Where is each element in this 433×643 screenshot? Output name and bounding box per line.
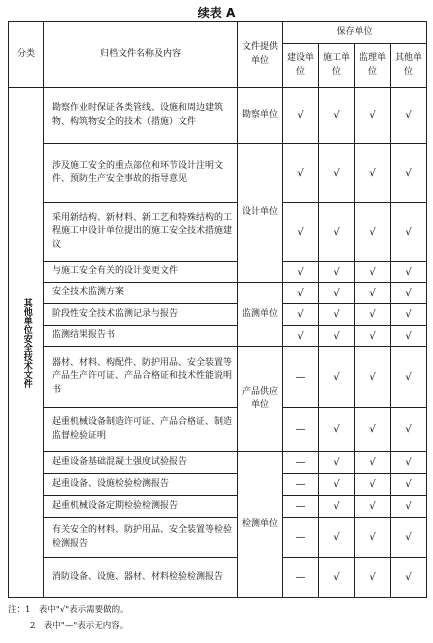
mark-cell: √ [283, 326, 319, 347]
row-name: 勘察作业时保证各类管线、设施和周边建筑物、构筑物安全的技术（措施）文件 [44, 88, 238, 144]
mark-cell: √ [319, 408, 355, 452]
header-unit-construction-owner: 建设单位 [283, 44, 319, 88]
mark-cell: √ [283, 144, 319, 203]
mark-cell: √ [391, 496, 427, 518]
row-name: 涉及施工安全的重点部位和环节设计注明文件、预防生产安全事故的指导意见 [44, 144, 238, 203]
mark-cell: √ [355, 452, 391, 474]
header-name: 归档文件名称及内容 [44, 22, 238, 88]
mark-cell: √ [319, 518, 355, 558]
mark-cell: √ [319, 452, 355, 474]
mark-cell: √ [391, 144, 427, 203]
row-name: 安全技术监测方案 [44, 283, 238, 304]
header-category: 分类 [9, 22, 44, 88]
row-name: 监测结果报告书 [44, 326, 238, 347]
mark-cell: √ [283, 262, 319, 283]
mark-cell: — [283, 496, 319, 518]
mark-cell: √ [319, 144, 355, 203]
mark-cell: √ [355, 203, 391, 262]
mark-cell: √ [391, 518, 427, 558]
row-name: 起重设备、设施检验检测报告 [44, 474, 238, 496]
table-notes [8, 602, 129, 634]
mark-cell: √ [283, 88, 319, 144]
mark-cell: √ [319, 558, 355, 598]
mark-cell: — [283, 452, 319, 474]
row-name: 阶段性安全技术监测记录与报告 [44, 304, 238, 326]
archive-table [8, 21, 427, 598]
mark-cell: √ [355, 408, 391, 452]
mark-cell: √ [391, 304, 427, 326]
mark-cell: √ [355, 326, 391, 347]
row-name: 与施工安全有关的设计变更文件 [44, 262, 238, 283]
row-provider: 监测单位 [238, 283, 283, 347]
mark-cell: √ [391, 452, 427, 474]
mark-cell: √ [319, 203, 355, 262]
mark-cell: √ [355, 558, 391, 598]
mark-cell: √ [319, 496, 355, 518]
mark-cell: √ [283, 304, 319, 326]
mark-cell: √ [391, 283, 427, 304]
category-label: 其他单位安全技术文件 [21, 297, 32, 388]
mark-cell: — [283, 347, 319, 408]
mark-cell: — [283, 408, 319, 452]
row-name: 器材、材料、构配件、防护用品、安全装置等产品生产许可证、产品合格证和技术性能说明书 [44, 347, 238, 408]
row-provider: 产品供应单位 [238, 347, 283, 452]
mark-cell: √ [391, 347, 427, 408]
mark-cell: √ [319, 262, 355, 283]
header-unit-supervisor: 监理单位 [355, 44, 391, 88]
row-name: 起重机械设备制造许可证、产品合格证、制造监督检验证明 [44, 408, 238, 452]
mark-cell: √ [391, 474, 427, 496]
mark-cell: √ [391, 203, 427, 262]
mark-cell: √ [355, 496, 391, 518]
note-1: 注：1 表中"√"表示需要做的。 [8, 605, 129, 615]
mark-cell: √ [283, 203, 319, 262]
row-provider: 勘察单位 [238, 88, 283, 144]
row-name: 采用新结构、新材料、新工艺和特殊结构的工程施工中设计单位提出的施工安全技术措施建议 [44, 203, 238, 262]
header-unit-contractor: 施工单位 [319, 44, 355, 88]
row-name: 消防设备、设施、器材、材料检验检测报告 [44, 558, 238, 598]
table-title: 续表 A [197, 6, 236, 20]
mark-cell: — [283, 518, 319, 558]
mark-cell: √ [319, 347, 355, 408]
mark-cell: — [283, 558, 319, 598]
header-storage: 保存单位 [283, 22, 427, 44]
note-2: 2 表中"—"表示无内容。 [30, 621, 129, 631]
row-name: 有关安全的材料、防护用品、安全装置等检验检测报告 [44, 518, 238, 558]
mark-cell: √ [391, 558, 427, 598]
row-provider: 设计单位 [238, 144, 283, 283]
mark-cell: √ [391, 408, 427, 452]
mark-cell: √ [355, 262, 391, 283]
mark-cell: √ [355, 474, 391, 496]
row-name: 起重设备基础混凝土强度试验报告 [44, 452, 238, 474]
mark-cell: √ [391, 88, 427, 144]
mark-cell: √ [355, 144, 391, 203]
mark-cell: √ [319, 283, 355, 304]
category-cell [9, 88, 44, 598]
mark-cell: √ [391, 262, 427, 283]
mark-cell: √ [391, 326, 427, 347]
mark-cell: √ [355, 283, 391, 304]
mark-cell: √ [355, 347, 391, 408]
mark-cell: √ [355, 88, 391, 144]
mark-cell: √ [319, 304, 355, 326]
mark-cell: √ [355, 518, 391, 558]
header-unit-other: 其他单位 [391, 44, 427, 88]
row-name: 起重机械设备定期检验检测报告 [44, 496, 238, 518]
mark-cell: — [283, 474, 319, 496]
mark-cell: √ [319, 326, 355, 347]
header-provider: 文件提供单位 [238, 22, 283, 88]
mark-cell: √ [355, 304, 391, 326]
mark-cell: √ [319, 88, 355, 144]
row-provider: 检测单位 [238, 452, 283, 598]
mark-cell: √ [283, 283, 319, 304]
mark-cell: √ [319, 474, 355, 496]
